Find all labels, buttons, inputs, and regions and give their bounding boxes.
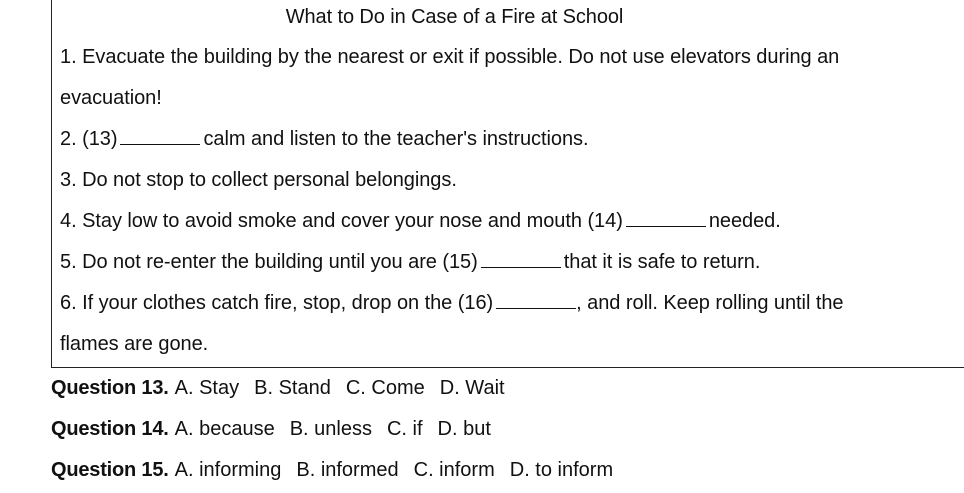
notice-line-1: [60, 44, 839, 70]
notice-line-3-text: 3. Do not stop to collect personal belongings.: [60, 169, 457, 191]
notice-line-5: [60, 249, 760, 275]
question-15: [51, 457, 613, 483]
blank-16: [496, 292, 576, 309]
question-15-option-b[interactable]: B. informed: [296, 459, 399, 481]
question-15-label: Question 15.: [51, 459, 169, 481]
blank-13: [120, 128, 200, 145]
notice-line-6-continued: [60, 331, 208, 357]
notice-line-6-after: , and roll. Keep rolling until the: [576, 292, 844, 314]
notice-line-6: [60, 290, 844, 316]
question-13-option-d[interactable]: D. Wait: [439, 377, 505, 399]
question-14-option-a[interactable]: A. because: [174, 418, 275, 440]
notice-line-6-continued-text: flames are gone.: [60, 333, 209, 355]
question-13-label: Question 13.: [51, 377, 169, 399]
question-15-option-d[interactable]: D. to inform: [509, 459, 614, 481]
question-13: [51, 375, 505, 401]
question-14-option-c[interactable]: C. if: [386, 418, 423, 440]
blank-15: [481, 251, 561, 268]
fire-safety-notice: [51, 0, 964, 368]
question-13-option-a[interactable]: A. Stay: [174, 377, 240, 399]
notice-line-1-text: 1. Evacuate the building by the nearest or exit if possible. Do not use elevators during an: [60, 46, 840, 68]
question-15-option-a[interactable]: A. informing: [174, 459, 282, 481]
question-14-option-b[interactable]: B. unless: [289, 418, 372, 440]
question-13-option-c[interactable]: C. Come: [345, 377, 425, 399]
notice-title: What to Do in Case of a Fire at School: [285, 6, 624, 28]
notice-line-1-continued-text: evacuation!: [60, 87, 162, 109]
notice-line-2-before: 2. (13): [60, 128, 118, 150]
question-15-option-c[interactable]: C. inform: [413, 459, 495, 481]
notice-line-2: [60, 126, 589, 152]
question-14: [51, 416, 491, 442]
notice-line-3: [60, 167, 457, 193]
notice-line-4: [60, 208, 781, 234]
question-14-label: Question 14.: [51, 418, 169, 440]
notice-line-5-after: that it is safe to return.: [563, 251, 761, 273]
question-13-option-b[interactable]: B. Stand: [254, 377, 331, 399]
notice-line-6-before: 6. If your clothes catch fire, stop, drop on the (16): [60, 292, 494, 314]
question-14-option-d[interactable]: D. but: [437, 418, 491, 440]
notice-line-2-after: calm and listen to the teacher's instructions.: [203, 128, 589, 150]
notice-line-4-after: needed.: [708, 210, 781, 232]
notice-line-1-continued: [60, 85, 162, 111]
notice-line-4-before: 4. Stay low to avoid smoke and cover your nose and mouth (14): [60, 210, 623, 232]
blank-14: [626, 210, 706, 227]
notice-line-5-before: 5. Do not re-enter the building until you are (15): [60, 251, 478, 273]
